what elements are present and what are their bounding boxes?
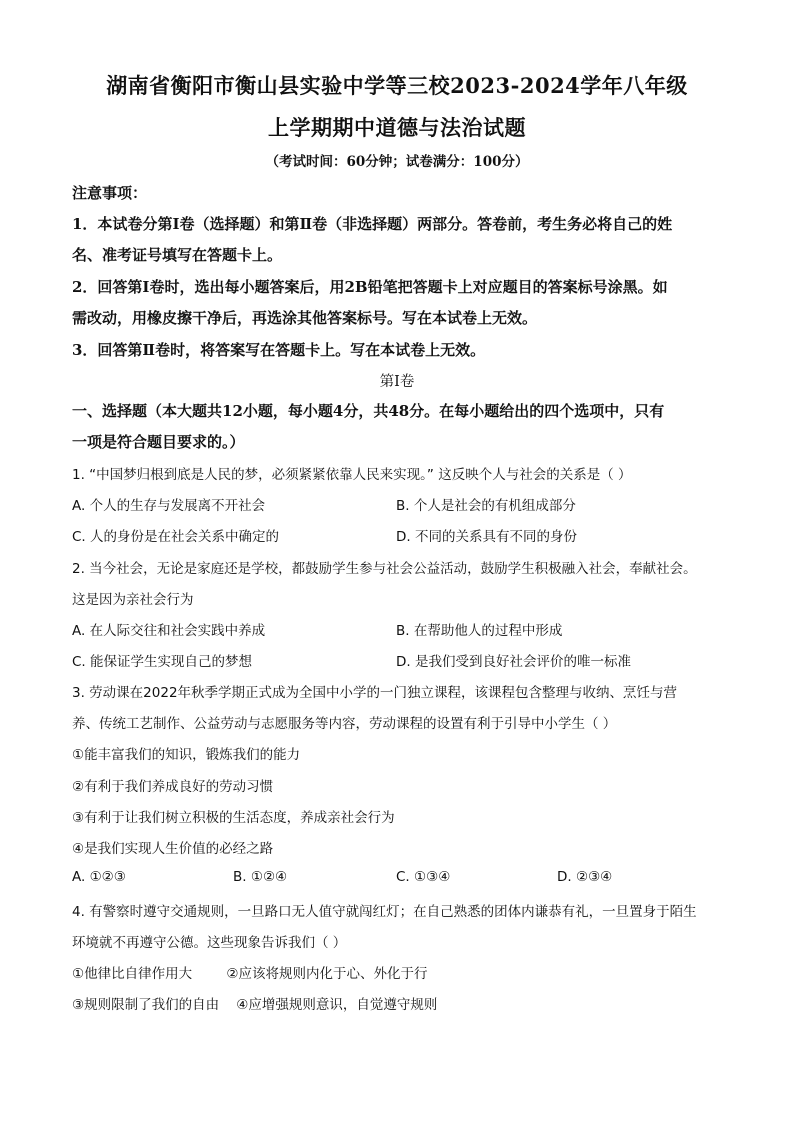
question-4-stem: 环境就不再遵守公德。这些现象告诉我们（ ）	[72, 935, 347, 951]
question-1-option-d: D. 不同的关系具有不同的身份	[396, 529, 577, 545]
question-3-option-a: A. ①②③	[72, 869, 126, 885]
notes-heading: 注意事项：	[72, 184, 148, 202]
question-2-option-b: B. 在帮助他人的过程中形成	[396, 623, 563, 639]
question-3-item: ①能丰富我们的知识，锻炼我们的能力	[72, 747, 301, 763]
notes-line: 3．回答第Ⅱ卷时，将答案写在答题卡上。写在本试卷上无效。	[72, 341, 486, 359]
question-3-stem: 3. 劳动课在2022年秋季学期正式成为全国中小学的一门独立课程，该课程包含整理与收纳、烹饪与营	[72, 685, 678, 701]
section-heading: 一、选择题（本大题共12小题，每小题4分，共48分。在每小题给出的四个选项中，只有	[72, 402, 665, 420]
question-3-item: ②有利于我们养成良好的劳动习惯	[72, 779, 274, 795]
question-2-option-d: D. 是我们受到良好社会评价的唯一标准	[396, 654, 631, 670]
question-2-option-a: A. 在人际交往和社会实践中养成	[72, 623, 266, 639]
volume-label: 第Ⅰ卷	[379, 374, 415, 390]
question-3-item: ③有利于让我们树立积极的生活态度，养成亲社会行为	[72, 810, 395, 826]
exam-title-line1: 湖南省衡阳市衡山县实验中学等三校2023-2024学年八年级	[106, 73, 688, 98]
question-4-item: ①他律比自律作用大 ②应该将规则内化于心、外化于行	[72, 966, 428, 982]
question-3-option-b: B. ①②④	[233, 869, 288, 885]
question-1-option-a: A. 个人的生存与发展离不开社会	[72, 498, 266, 514]
question-1-option-b: B. 个人是社会的有机组成部分	[396, 498, 576, 514]
question-3-stem: 养、传统工艺制作、公益劳动与志愿服务等内容，劳动课程的设置有利于引导中小学生（ ）	[72, 716, 617, 732]
question-3-item: ④是我们实现人生价值的必经之路	[72, 841, 274, 857]
question-1-option-c: C. 人的身份是在社会关系中确定的	[72, 529, 280, 545]
question-2-option-c: C. 能保证学生实现自己的梦想	[72, 654, 253, 670]
notes-line: 名、准考证号填写在答题卡上。	[72, 246, 283, 264]
question-2-stem: 2. 当今社会，无论是家庭还是学校，都鼓励学生参与社会公益活动，鼓励学生积极融入社会，奉献社会。	[72, 561, 697, 577]
exam-info: （考试时间：60分钟；试卷满分：100分）	[265, 154, 529, 170]
section-heading: 一项是符合题目要求的。）	[72, 433, 245, 451]
question-4-stem: 4. 有警察时遵守交通规则，一旦路口无人值守就闯红灯；在自己熟悉的团体内谦恭有礼，一旦置身于陌生	[72, 904, 697, 920]
question-3-option-d: D. ②③④	[557, 869, 613, 885]
notes-line: 1．本试卷分第Ⅰ卷（选择题）和第Ⅱ卷（非选择题）两部分。答卷前，考生务必将自己的姓	[72, 215, 673, 233]
question-3-option-c: C. ①③④	[396, 869, 451, 885]
question-4-item: ③规则限制了我们的自由 ④应增强规则意识，自觉遵守规则	[72, 997, 438, 1013]
notes-line: 需改动，用橡皮擦干净后，再选涂其他答案标号。写在本试卷上无效。	[72, 309, 538, 327]
question-2-stem: 这是因为亲社会行为	[72, 592, 194, 608]
notes-line: 2．回答第Ⅰ卷时，选出每小题答案后，用2B铅笔把答题卡上对应题目的答案标号涂黑。如	[72, 278, 668, 296]
exam-title-line2: 上学期期中道德与法治试题	[268, 115, 526, 140]
question-1-stem: 1. “中国梦归根到底是人民的梦，必须紧紧依靠人民来实现。” 这反映个人与社会的关系是（ ）	[72, 467, 632, 483]
